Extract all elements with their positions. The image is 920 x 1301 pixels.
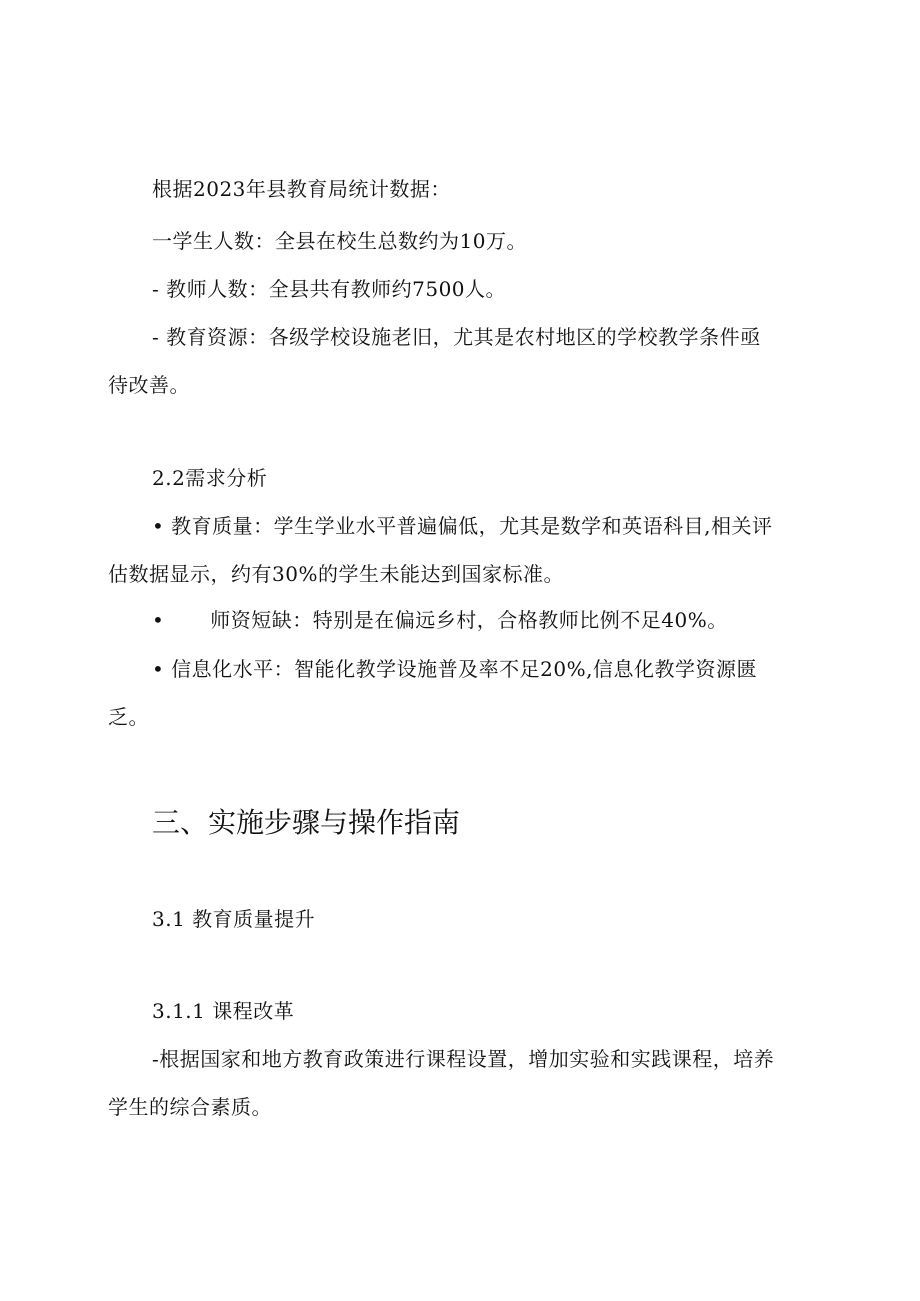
resources-item-line1: - 教育资源：各级学校设施老旧，尤其是农村地区的学校教学条件亟 xyxy=(152,325,761,349)
section-2-2-title: 2.2需求分析 xyxy=(152,466,268,490)
teacher-shortage-text: 师资短缺：特别是在偏远乡村，合格教师比例不足40%。 xyxy=(210,608,728,632)
curriculum-item-line2: 学生的综合素质。 xyxy=(108,1095,272,1119)
teacher-shortage-item xyxy=(152,607,728,633)
section-3-1-title: 3.1 教育质量提升 xyxy=(152,907,316,931)
section-3-1-1-title: 3.1.1 课程改革 xyxy=(152,999,295,1023)
quality-item-line1: • 教育质量：学生学业水平普遍偏低，尤其是数学和英语科目,相关评 xyxy=(152,514,773,538)
bullet-icon: • xyxy=(152,608,165,632)
student-count-item: 一学生人数：全县在校生总数约为10万。 xyxy=(152,229,527,253)
chapter-3-heading: 三、实施步骤与操作指南 xyxy=(152,806,461,839)
informatization-item-line2: 乏。 xyxy=(108,705,149,729)
informatization-item-line1: • 信息化水平：智能化教学设施普及率不足20%,信息化教学资源匮 xyxy=(152,657,757,681)
curriculum-item-line1: -根据国家和地方教育政策进行课程设置，增加实验和实践课程，培养 xyxy=(152,1047,775,1071)
quality-item-line2: 估数据显示，约有30%的学生未能达到国家标准。 xyxy=(108,562,564,586)
intro-text: 根据2023年县教育局统计数据： xyxy=(152,177,451,201)
resources-item-line2: 待改善。 xyxy=(108,373,190,397)
teacher-count-item: - 教师人数：全县共有教师约7500人。 xyxy=(152,277,507,301)
